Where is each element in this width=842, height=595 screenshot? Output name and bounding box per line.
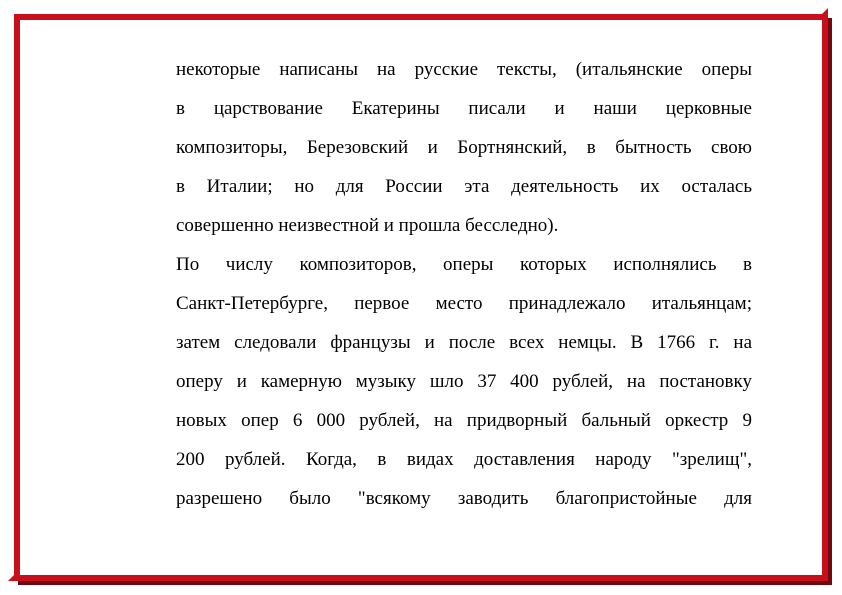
text-line-1: некоторые написаны на русские тексты, (итальянские оперы [176, 59, 752, 80]
text-line-5: совершенно неизвестной и прошла бесследно). [176, 215, 559, 236]
text-line-4: в Италии; но для России эта деятельность их осталась [176, 176, 752, 197]
text-line-12: разрешено было "всякому заводить благопристойные для [176, 488, 752, 509]
text-line-8: затем следовали французы и после всех немцы. В 1766 г. на [176, 332, 752, 353]
text-line-11: 200 рублей. Когда, в видах доставления народу "зрелищ", [176, 449, 752, 470]
text-line-2: в царствование Екатерины писали и наши церковные [176, 98, 752, 119]
text-line-7: Санкт-Петербурге, первое место принадлежало итальянцам; [176, 293, 752, 314]
text-line-10: новых опер 6 000 рублей, на придворный бальный оркестр 9 [176, 410, 752, 431]
text-line-3: композиторы, Березовский и Бортнянский, в бытность свою [176, 137, 752, 158]
text-body [176, 59, 752, 527]
text-line-9: оперу и камерную музыку шло 37 400 рублей, на постановку [176, 371, 752, 392]
text-line-6: По числу композиторов, оперы которых исполнялись в [176, 254, 752, 275]
